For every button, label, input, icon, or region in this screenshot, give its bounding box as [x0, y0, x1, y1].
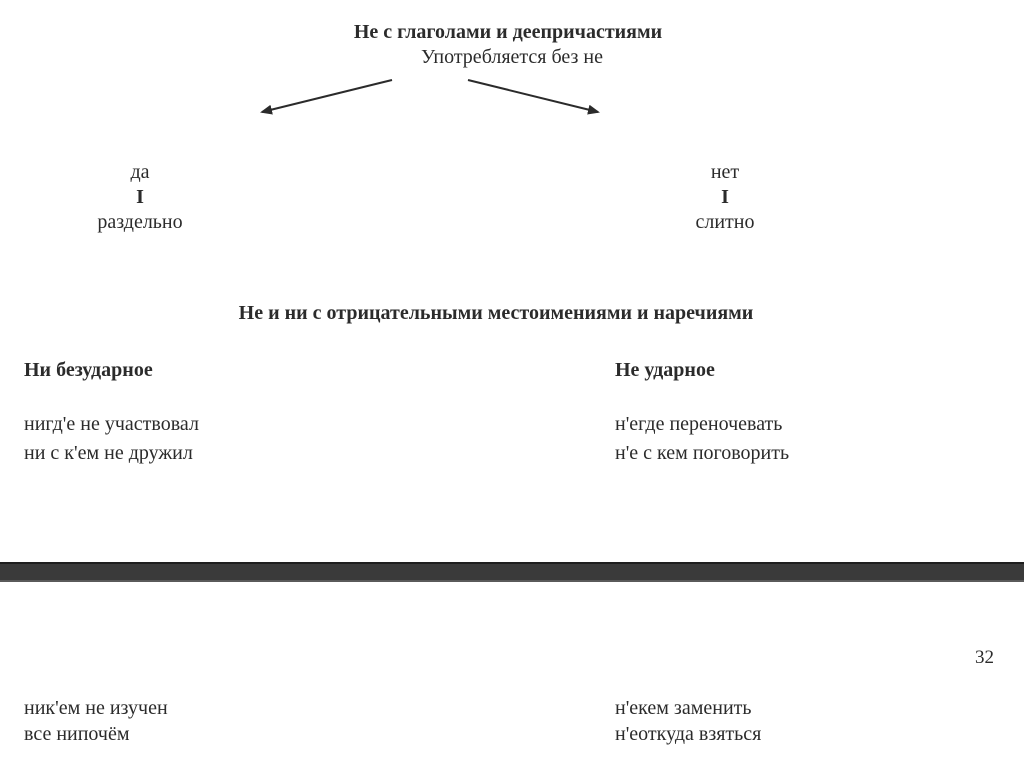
- example-unstressed-1: нигд'е не участвовал: [24, 413, 199, 435]
- branch-yes-answer: да: [130, 161, 150, 183]
- section-subtitle-verbs: Употребляется без не: [420, 46, 603, 68]
- branch-no-connector: I: [721, 186, 729, 208]
- example-unstressed-2: ни с к'ем не дружил: [24, 442, 193, 464]
- left-arrow: [262, 80, 392, 112]
- branch-arrows-diagram: [0, 0, 1024, 140]
- branch-yes-connector: I: [136, 186, 144, 208]
- branch-no-result: слитно: [695, 211, 755, 233]
- column-heading-unstressed: Ни безударное: [24, 359, 153, 381]
- branch-no-answer: нет: [710, 161, 740, 183]
- example-next-left-1: ник'ем не изучен: [24, 697, 168, 719]
- example-stressed-1: н'егде переночевать: [615, 413, 783, 435]
- example-next-right-1: н'екем заменить: [615, 697, 752, 719]
- branch-yes: [70, 162, 210, 232]
- example-stressed-2: н'е с кем поговорить: [615, 442, 790, 464]
- page-number: 32: [975, 647, 994, 668]
- page-break-separator: [0, 562, 1024, 582]
- example-next-right-2: н'еоткуда взяться: [615, 723, 762, 745]
- section-title-pronouns: Не и ни с отрицательными местоимениями и наречиями: [238, 302, 754, 324]
- page-sheet-bottom: [0, 582, 1024, 767]
- right-arrow: [468, 80, 598, 112]
- column-heading-stressed: Не ударное: [615, 359, 715, 381]
- branch-no: [665, 162, 785, 232]
- example-next-left-2: все нипочём: [24, 723, 130, 745]
- section-title-verbs: Не с глаголами и деепричастиями: [353, 21, 663, 43]
- branch-yes-result: раздельно: [97, 211, 183, 233]
